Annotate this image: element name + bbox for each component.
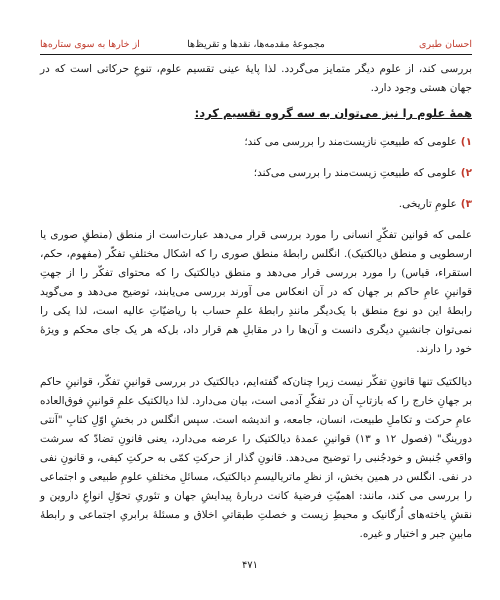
- list-item: [40, 133, 472, 152]
- header-chapter-title: از خارها به سوی ستاره‌ها: [40, 39, 140, 50]
- body-paragraph-logic: علمی که قوانین تفکّرِ انسانی را مورد بررسی قرار می‌دهد عبارت‌است از منطق (منطقِ صوری یا ارسطویی و منطق دیالکتیک). انگلس رابطهٔ منطق صوری را که اشکال مختلفِ تفکّر (مفهوم، حکم، استقراء، قیاس) را مورد بررسی قرار می‌دهد و منطق دیالکتیک را که محتوای تفکّر را از جهتِ قوانینِ عامِ حاکم بر جهان که در آن انعکاس می آورند بررسی می‌یابند، توضیح می‌دهد و می‌گوید رابطهٔ این دو نوع منطق با یک‌دیگر مانندِ رابطهٔ علمِ حساب با ریاضیّاتِ عالیه است، لذا یکی را نمی‌توان جانشینِ دیگری دانست و آن‌ها را در مقابلِ هم قرار داد، بل‌که هر یک جای محکم و ویژهٔ خود را دارند.: [40, 229, 472, 355]
- running-header: [40, 38, 472, 55]
- list-number: ۲): [460, 167, 472, 179]
- list-item-text: علومِ تاریخی.: [398, 198, 457, 210]
- page-number: ۴۷۱: [241, 560, 259, 571]
- header-collection-title: مجموعهٔ مقدمه‌ها، نقدها و تقریظ‌ها: [187, 39, 325, 50]
- list-number: ۱): [460, 136, 472, 148]
- list-number: ۳): [460, 198, 472, 210]
- list-item-text: علومی که طبیعتِ نازیست‌مند را بررسی می کند؛: [244, 136, 457, 148]
- list-item: [40, 164, 472, 183]
- list-item-text: علومی که طبیعتِ زیست‌مند را بررسی می‌کند؛: [253, 167, 457, 179]
- body-paragraph-dialectics: دیالکتیک تنها قانونِ تفکّر نیست زیرا چنان‌که گفته‌ایم، دیالکتیک در بررسی قوانینِ تفکّر، قوانینِ حاکم بر جهانِ خارج را که بازتابِ آن در تفکّرِ آدمی است، بیان می‌دارد. لذا دیالکتیک علمِ قوانینِ فوق‌العاده عامِ حرکت و تکاملِ طبیعت، انسان، جامعه، و اندیشه است. سپس انگلس در بخشِ اوّلِ کتابِ "آنتی دورینگ" (فصول ۱۲ و ۱۳) قوانینِ عمدهٔ دیالکتیک را عرضه می‌دارد، یعنی قانونِ تضادّ که سرشت واقعیِ جُنبش و خودجُنبی را توضیح می‌دهد. قانونِ گذار از حرکتِ کمّی به حرکتِ کیفی، و قانونِ نفی در نفی. انگلس در همین بخش، از نظرِ ماتریالیسمِ دیالکتیک، مسائلِ مختلفِ علومِ طبیعی و اجتماعی را بررسی می کند، مانند: اهمیّتِ فرضیهٔ کانت دربارهٔ پیدایشِ جهان و تئوریِ تحوّلِ انواعِ داروین و نقشِ یاخته‌های اُرگانیک و محیطِ زیست و خصلتِ طبقاتیِ اخلاق و مسئلهٔ برابریِ اجتماعی و رابطهٔ مابینِ جبر و اختیار و غیره.: [40, 376, 472, 540]
- section-heading: همهٔ علوم را نیز می‌توان به سه گروه تقسیم کرد:: [194, 106, 472, 120]
- list-item: [40, 195, 472, 214]
- header-author: احسان طبری: [419, 39, 472, 50]
- intro-paragraph: بررسی کند، از علوم دیگر متمایز می‌گردد. لذا پایهٔ عینی تقسیم علوم، تنوعِ حرکاتی است که در جهان هستی وجود دارد.: [40, 63, 472, 94]
- page-content: [40, 60, 472, 558]
